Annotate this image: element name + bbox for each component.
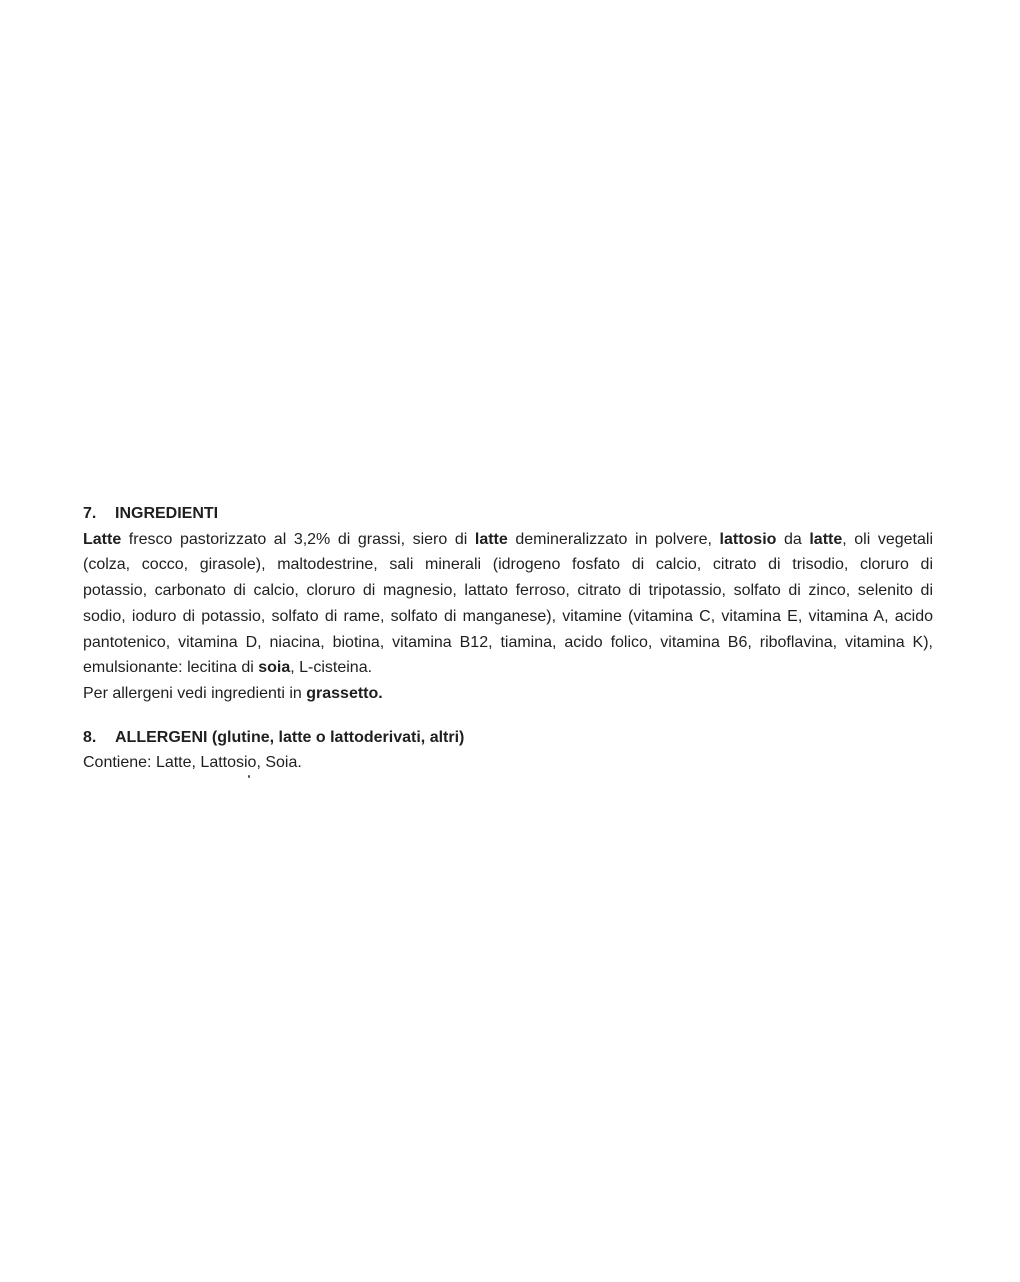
ingredients-line-2: (colza, cocco, girasole), maltodestrine, sali minerali (idrogeno fosfato di calcio, citrato di trisodio, cloruro di xyxy=(83,556,933,574)
ingredients-line-1: Latte fresco pastorizzato al 3,2% di grassi, siero di latte demineralizzato in polvere, lattosio da latte, oli vegetali xyxy=(83,530,934,548)
section-7-number: 7. xyxy=(83,505,97,522)
contains-line: Contiene: Latte, Lattosio, Soia. xyxy=(83,754,302,772)
section-8-heading xyxy=(83,725,933,751)
section-7-title: INGREDIENTI xyxy=(115,505,219,522)
ingredients-line-5: pantotenico, vitamina D, niacina, biotina, vitamina B12, tiamina, acido folico, vitamina B6, riboflavina, vitamina K), xyxy=(83,633,933,651)
scan-artifact-dot xyxy=(248,775,250,778)
section-8-number: 8. xyxy=(83,728,97,746)
section-7-heading xyxy=(83,501,933,527)
ingredients-line-6: emulsionante: lecitina di soia, L-cisteina. xyxy=(83,659,373,677)
ingredients-line-3: potassio, carbonato di calcio, cloruro di magnesio, lattato ferroso, citrato di tripotassio, solfato di zinco, selenito di xyxy=(83,582,933,600)
ingredients-line-4: sodio, ioduro di potassio, solfato di rame, solfato di manganese), vitamine (vitamina C, vitamina E, vitamina A, acido xyxy=(83,607,933,625)
document-content xyxy=(83,501,933,776)
section-8-title: ALLERGENI (glutine, latte o lattoderivati, altri) xyxy=(115,728,465,746)
allergen-note-line: Per allergeni vedi ingredienti in grassetto. xyxy=(83,684,383,702)
ingredients-paragraph xyxy=(83,527,933,681)
